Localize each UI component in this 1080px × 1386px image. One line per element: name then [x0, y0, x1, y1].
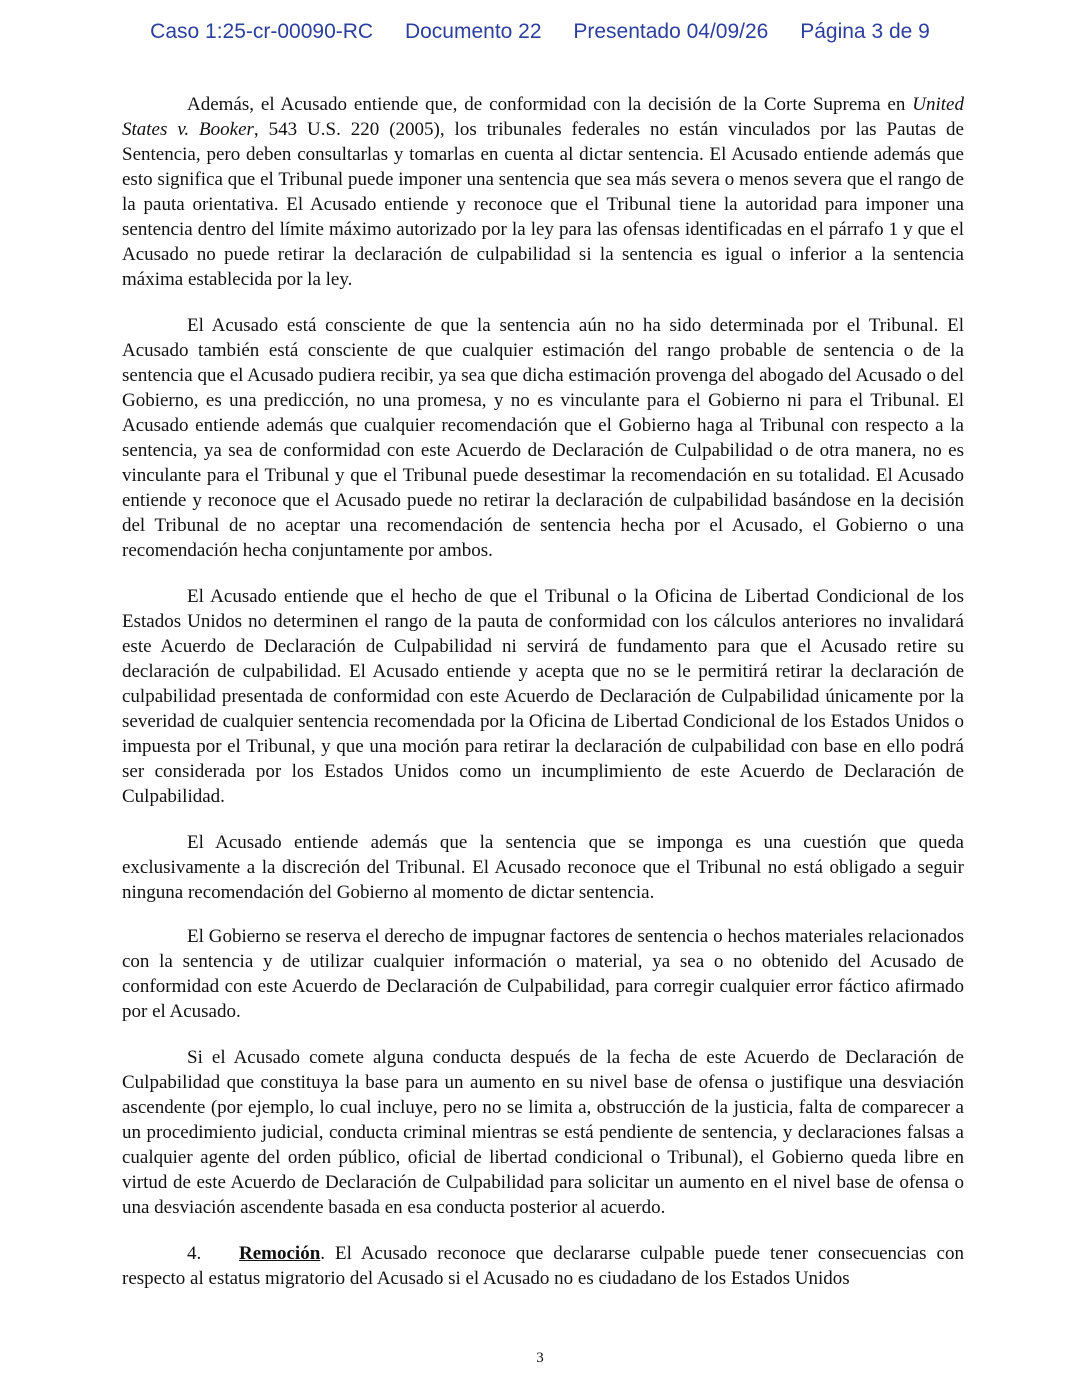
- section-removal: [122, 1241, 964, 1291]
- paragraph-guideline-range: El Acusado entiende que el hecho de que el Tribunal o la Oficina de Libertad Condicional de los Estados Unidos no determinen el rango de la pauta de conformidad con los cálculos anteriores no invalidará este Acuerdo de Declaración de Culpabilidad ni servirá de fundamento para que el Acusado retire su declaración de culpabilidad. El Acusado entiende y acepta que no se le permitirá retirar la declaración de culpabilidad presentada de conformidad con este Acuerdo de Declaración de Culpabilidad únicamente por la severidad de cualquier sentencia recomendada por la Oficina de Libertad Condicional de los Estados Unidos o impuesta por el Tribunal, y que una moción para retirar la declaración de culpabilidad con base en ello podrá ser considerada por los Estados Unidos como un incumplimiento de este Acuerdo de Declaración de Culpabilidad.: [122, 586, 964, 807]
- paragraph-booker: [122, 92, 964, 292]
- paragraph-court-discretion: El Acusado entiende además que la sentencia que se imponga es una cuestión que queda exclusivamente a la discreción del Tribunal. El Acusado reconoce que el Tribunal no está obligado a seguir ninguna recomendación del Gobierno al momento de dictar sentencia.: [122, 832, 964, 903]
- page-indicator: Página 3 de 9: [800, 20, 930, 43]
- document-body: [122, 92, 964, 1312]
- document-header: [0, 20, 1080, 44]
- section-title: Remoción: [239, 1243, 321, 1264]
- section-removal-text: . El Acusado reconoce que declararse culpable puede tener consecuencias con respecto al estatus migratorio del Acusado si el Acusado no es ciudadano de los Estados Unidos: [122, 1243, 964, 1289]
- paragraph-booker-intro: Además, el Acusado entiende que, de conformidad con la decisión de la Corte Suprema en: [187, 94, 913, 115]
- case-number: Caso 1:25-cr-00090-RC: [150, 20, 374, 43]
- document-number: Documento 22: [404, 20, 542, 43]
- section-number: 4.: [187, 1243, 202, 1264]
- paragraph-government-reserves: El Gobierno se reserva el derecho de impugnar factores de sentencia o hechos materiales relacionados con la sentencia y de utilizar cualquier información o material, ya sea o no obtenido del Acusado de conformidad con este Acuerdo de Declaración de Culpabilidad, para corregir cualquier error fáctico afirmado por el Acusado.: [122, 926, 964, 1022]
- paragraph-sentence-not-determined: El Acusado está consciente de que la sentencia aún no ha sido determinada por el Tribunal. El Acusado también está consciente de que cualquier estimación del rango probable de sentencia o de la sentencia que el Acusado pudiera recibir, ya sea que dicha estimación provenga del abogado del Acusado o del Gobierno, es una predicción, no una promesa, y no es vinculante para el Gobierno ni para el Tribunal. El Acusado entiende además que cualquier recomendación que el Gobierno haga al Tribunal con respecto a la sentencia, ya sea de conformidad con este Acuerdo de Declaración de Culpabilidad o de otra manera, no es vinculante para el Tribunal y que el Tribunal puede desestimar la recomendación en su totalidad. El Acusado entiende y reconoce que el Acusado puede no retirar la declaración de culpabilidad basándose en la decisión del Tribunal de no aceptar una recomendación de sentencia hecha por el Acusado, el Gobierno o una recomendación hecha conjuntamente por ambos.: [122, 315, 964, 561]
- case-citation: United States v. Booker: [122, 94, 964, 140]
- paragraph-booker-rest: , 543 U.S. 220 (2005), los tribunales federales no están vinculados por las Pautas de Sentencia, pero deben consultarlas y tomarlas en cuenta al dictar sentencia. El Acusado entiende además que esto significa que el Tribunal puede imponer una sentencia que sea más severa o menos severa que el rango de la pauta orientativa. El Acusado entiende y reconoce que el Tribunal tiene la autoridad para imponer una sentencia dentro del límite máximo autorizado por la ley para las ofensas identificadas en el párrafo 1 y que el Acusado no puede retirar la declaración de culpabilidad si la sentencia es igual o inferior a la sentencia máxima establecida por la ley.: [122, 119, 964, 290]
- filed-date: Presentado 04/09/26: [573, 20, 769, 43]
- page-number: 3: [536, 1350, 544, 1366]
- paragraph-post-agreement-conduct: Si el Acusado comete alguna conducta después de la fecha de este Acuerdo de Declaración de Culpabilidad que constituya la base para un aumento en su nivel base de ofensa o justifique una desviación ascendente (por ejemplo, lo cual incluye, pero no se limita a, obstrucción de la justicia, falta de comparecer a un procedimiento judicial, conducta criminal mientras se está pendiente de sentencia, y declaraciones falsas a cualquier agente del orden público, oficial de libertad condicional o Tribunal), el Gobierno queda libre en virtud de este Acuerdo de Declaración de Culpabilidad para solicitar un aumento en el nivel base de ofensa o una desviación ascendente basada en esa conducta posterior al acuerdo.: [122, 1047, 964, 1218]
